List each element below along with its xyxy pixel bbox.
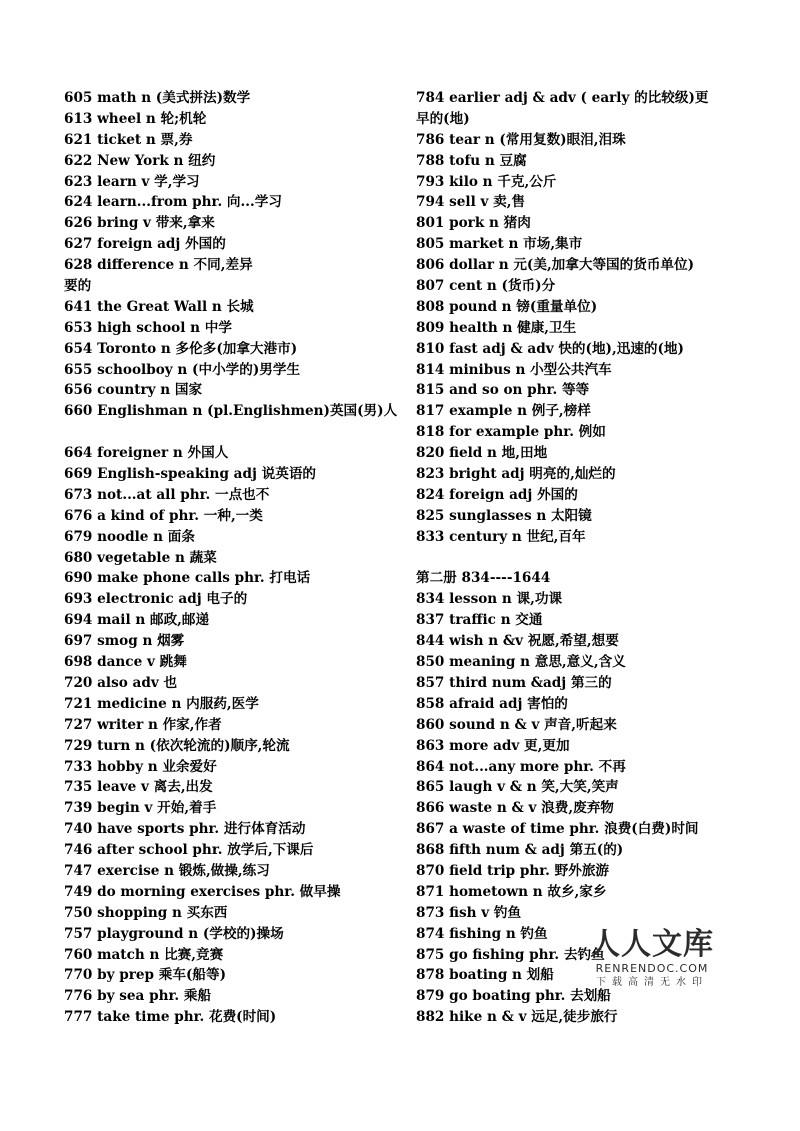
vocab-entry: 721 medicine n 内服药,医学 [64,695,259,712]
vocab-entry: 793 kilo n 千克,公斤 [416,173,557,190]
vocab-entry: 641 the Great Wall n 长城 [64,298,254,315]
vocab-entry: 866 waste n & v 浪费,废弃物 [416,800,614,817]
vocab-entry: 808 pound n 镑(重量单位) [416,298,598,315]
vocab-entry: 858 afraid adj 害怕的 [416,695,568,712]
vocab-entry: 815 and so on phr. 等等 [416,382,590,399]
vocab-entry [416,548,746,569]
vocab-entry: 673 not...at all phr. 一点也不 [64,486,270,503]
vocab-entry: 660 Englishman n (pl.Englishmen)英国(男)人 [64,403,398,420]
vocab-entry: 656 country n 国家 [64,382,203,399]
vocab-entry: 864 not...any more phr. 不再 [416,758,626,775]
vocab-entry: 690 make phone calls phr. 打电话 [64,570,311,587]
vocab-entry: 669 English-speaking adj 说英语的 [64,466,317,483]
vocab-entry: 817 example n 例子,榜样 [416,403,591,420]
vocab-entry: 623 learn v 学,学习 [64,173,200,190]
vocab-entry [64,422,409,443]
vocab-entry: 676 a kind of phr. 一种,一类 [64,507,263,524]
vocab-entry: 760 match n 比赛,竞赛 [64,946,224,963]
vocab-entry: 794 sell v 卖,售 [416,194,526,211]
vocab-entry: 680 vegetable n 蔬菜 [64,549,217,566]
vocab-entry: 747 exercise n 锻炼,做操,练习 [64,862,270,879]
vocab-entry: 733 hobby n 业余爱好 [64,758,217,775]
vocab-entry: 814 minibus n 小型公共汽车 [416,361,612,378]
vocab-entry: 860 sound n & v 声音,听起来 [416,716,617,733]
vocab-entry: 806 dollar n 元(美,加拿大等国的货币单位) [416,257,695,274]
vocab-entry: 613 wheel n 轮;机轮 [64,110,207,127]
vocab-entry: 624 learn...from phr. 向...学习 [64,194,282,211]
vocab-entry: 627 foreign adj 外国的 [64,236,226,253]
vocab-entry: 850 meaning n 意思,意义,含义 [416,654,626,671]
vocab-entry: 750 shopping n 买东西 [64,904,228,921]
vocab-entry: 863 more adv 更,更加 [416,737,570,754]
vocab-entry: 776 by sea phr. 乘船 [64,988,212,1005]
watermark-slogan: 下载高清无水印 [596,977,708,988]
vocab-entry: 874 fishing n 钓鱼 [416,925,548,942]
vocab-entry: 807 cent n (货币)分 [416,278,556,295]
vocab-entry: 要的 [64,278,92,295]
vocab-entry: 628 difference n 不同,差异 [64,257,253,274]
vocab-entry: 729 turn n (依次轮流的)顺序,轮流 [64,737,290,754]
vocab-entry: 654 Toronto n 多伦多(加拿大港市) [64,340,298,357]
vocab-entry: 810 fast adj & adv 快的(地),迅速的(地) [416,340,684,357]
vocab-entry: 857 third num &adj 第三的 [416,674,612,691]
vocab-entry: 875 go fishing phr. 去钓鱼 [416,946,605,963]
vocab-entry: 653 high school n 中学 [64,319,232,336]
vocab-entry: 882 hike n & v 远足,徒步旅行 [416,1009,618,1026]
vocab-entry: 739 begin v 开始,着手 [64,800,217,817]
vocab-entry: 867 a waste of time phr. 浪费(白费)时间 [416,821,699,838]
vocab-entry: 770 by prep 乘车(船等) [64,967,227,984]
vocab-entry: 664 foreigner n 外国人 [64,445,229,462]
vocab-entry: 720 also adv 也 [64,674,178,691]
vocab-entry: 727 writer n 作家,作者 [64,716,222,733]
vocab-entry: 824 foreign adj 外国的 [416,486,578,503]
vocab-entry: 621 ticket n 票,券 [64,131,193,148]
vocab-entry: 833 century n 世纪,百年 [416,528,586,545]
vocab-entry: 749 do morning exercises phr. 做早操 [64,883,341,900]
vocab-entry: 871 hometown n 故乡,家乡 [416,883,607,900]
vocab-entry: 626 bring v 带来,拿来 [64,215,215,232]
vocab-entry: 784 earlier adj & adv ( early 的比较级)更 [416,90,709,106]
vocab-entry: 777 take time phr. 花费(时间) [64,1009,277,1026]
vocab-entry: 809 health n 健康,卫生 [416,319,577,336]
watermark-url: RENRENDOC.COM [595,962,709,975]
vocab-entry: 825 sunglasses n 太阳镜 [416,507,592,524]
vocab-entry: 805 market n 市场,集市 [416,236,583,253]
vocab-entry: 757 playground n (学校的)操场 [64,925,284,942]
vocab-entry: 694 mail n 邮政,邮递 [64,612,210,629]
vocab-entry: 622 New York n 纽约 [64,152,216,169]
vocab-entry: 655 schoolboy n (中小学的)男学生 [64,361,301,378]
vocab-entry: 746 after school phr. 放学后,下课后 [64,842,314,859]
vocab-entry: 820 field n 地,田地 [416,445,548,462]
vocab-entry: 第二册 834----1644 [416,570,551,587]
vocab-entry: 837 traffic n 交通 [416,612,543,629]
vocab-entry: 823 bright adj 明亮的,灿烂的 [416,466,616,483]
left-column [64,88,409,1028]
vocab-entry: 698 dance v 跳舞 [64,654,187,671]
vocab-entry: 801 pork n 猪肉 [416,215,531,232]
vocab-entry: 870 field trip phr. 野外旅游 [416,862,610,879]
vocab-entry: 679 noodle n 面条 [64,528,195,545]
vocab-entry: 735 leave v 离去,出发 [64,779,213,796]
vocab-entry: 878 boating n 划船 [416,967,554,984]
vocab-entry: 868 fifth num & adj 第五(的) [416,842,624,859]
right-column [416,88,746,1028]
vocab-entry: 786 tear n (常用复数)眼泪,泪珠 [416,131,626,148]
vocab-entry: 834 lesson n 课,功课 [416,591,563,608]
vocab-entry: 605 math n (美式拼法)数学 [64,90,251,106]
vocab-entry: 865 laugh v & n 笑,大笑,笑声 [416,779,619,796]
vocab-entry: 697 smog n 烟雾 [64,633,185,650]
vocab-entry: 879 go boating phr. 去划船 [416,988,611,1005]
watermark-title: 人人文库 [590,927,714,962]
vocab-entry: 873 fish v 钓鱼 [416,904,522,921]
vocab-entry: 844 wish n &v 祝愿,希望,想要 [416,633,619,650]
vocab-entry: 740 have sports phr. 进行体育活动 [64,821,306,838]
watermark-logo [588,928,716,990]
vocab-entry: 788 tofu n 豆腐 [416,152,527,169]
vocab-entry: 693 electronic adj 电子的 [64,591,248,608]
vocab-entry: 早的(地) [416,110,470,127]
vocab-entry: 818 for example phr. 例如 [416,424,606,441]
